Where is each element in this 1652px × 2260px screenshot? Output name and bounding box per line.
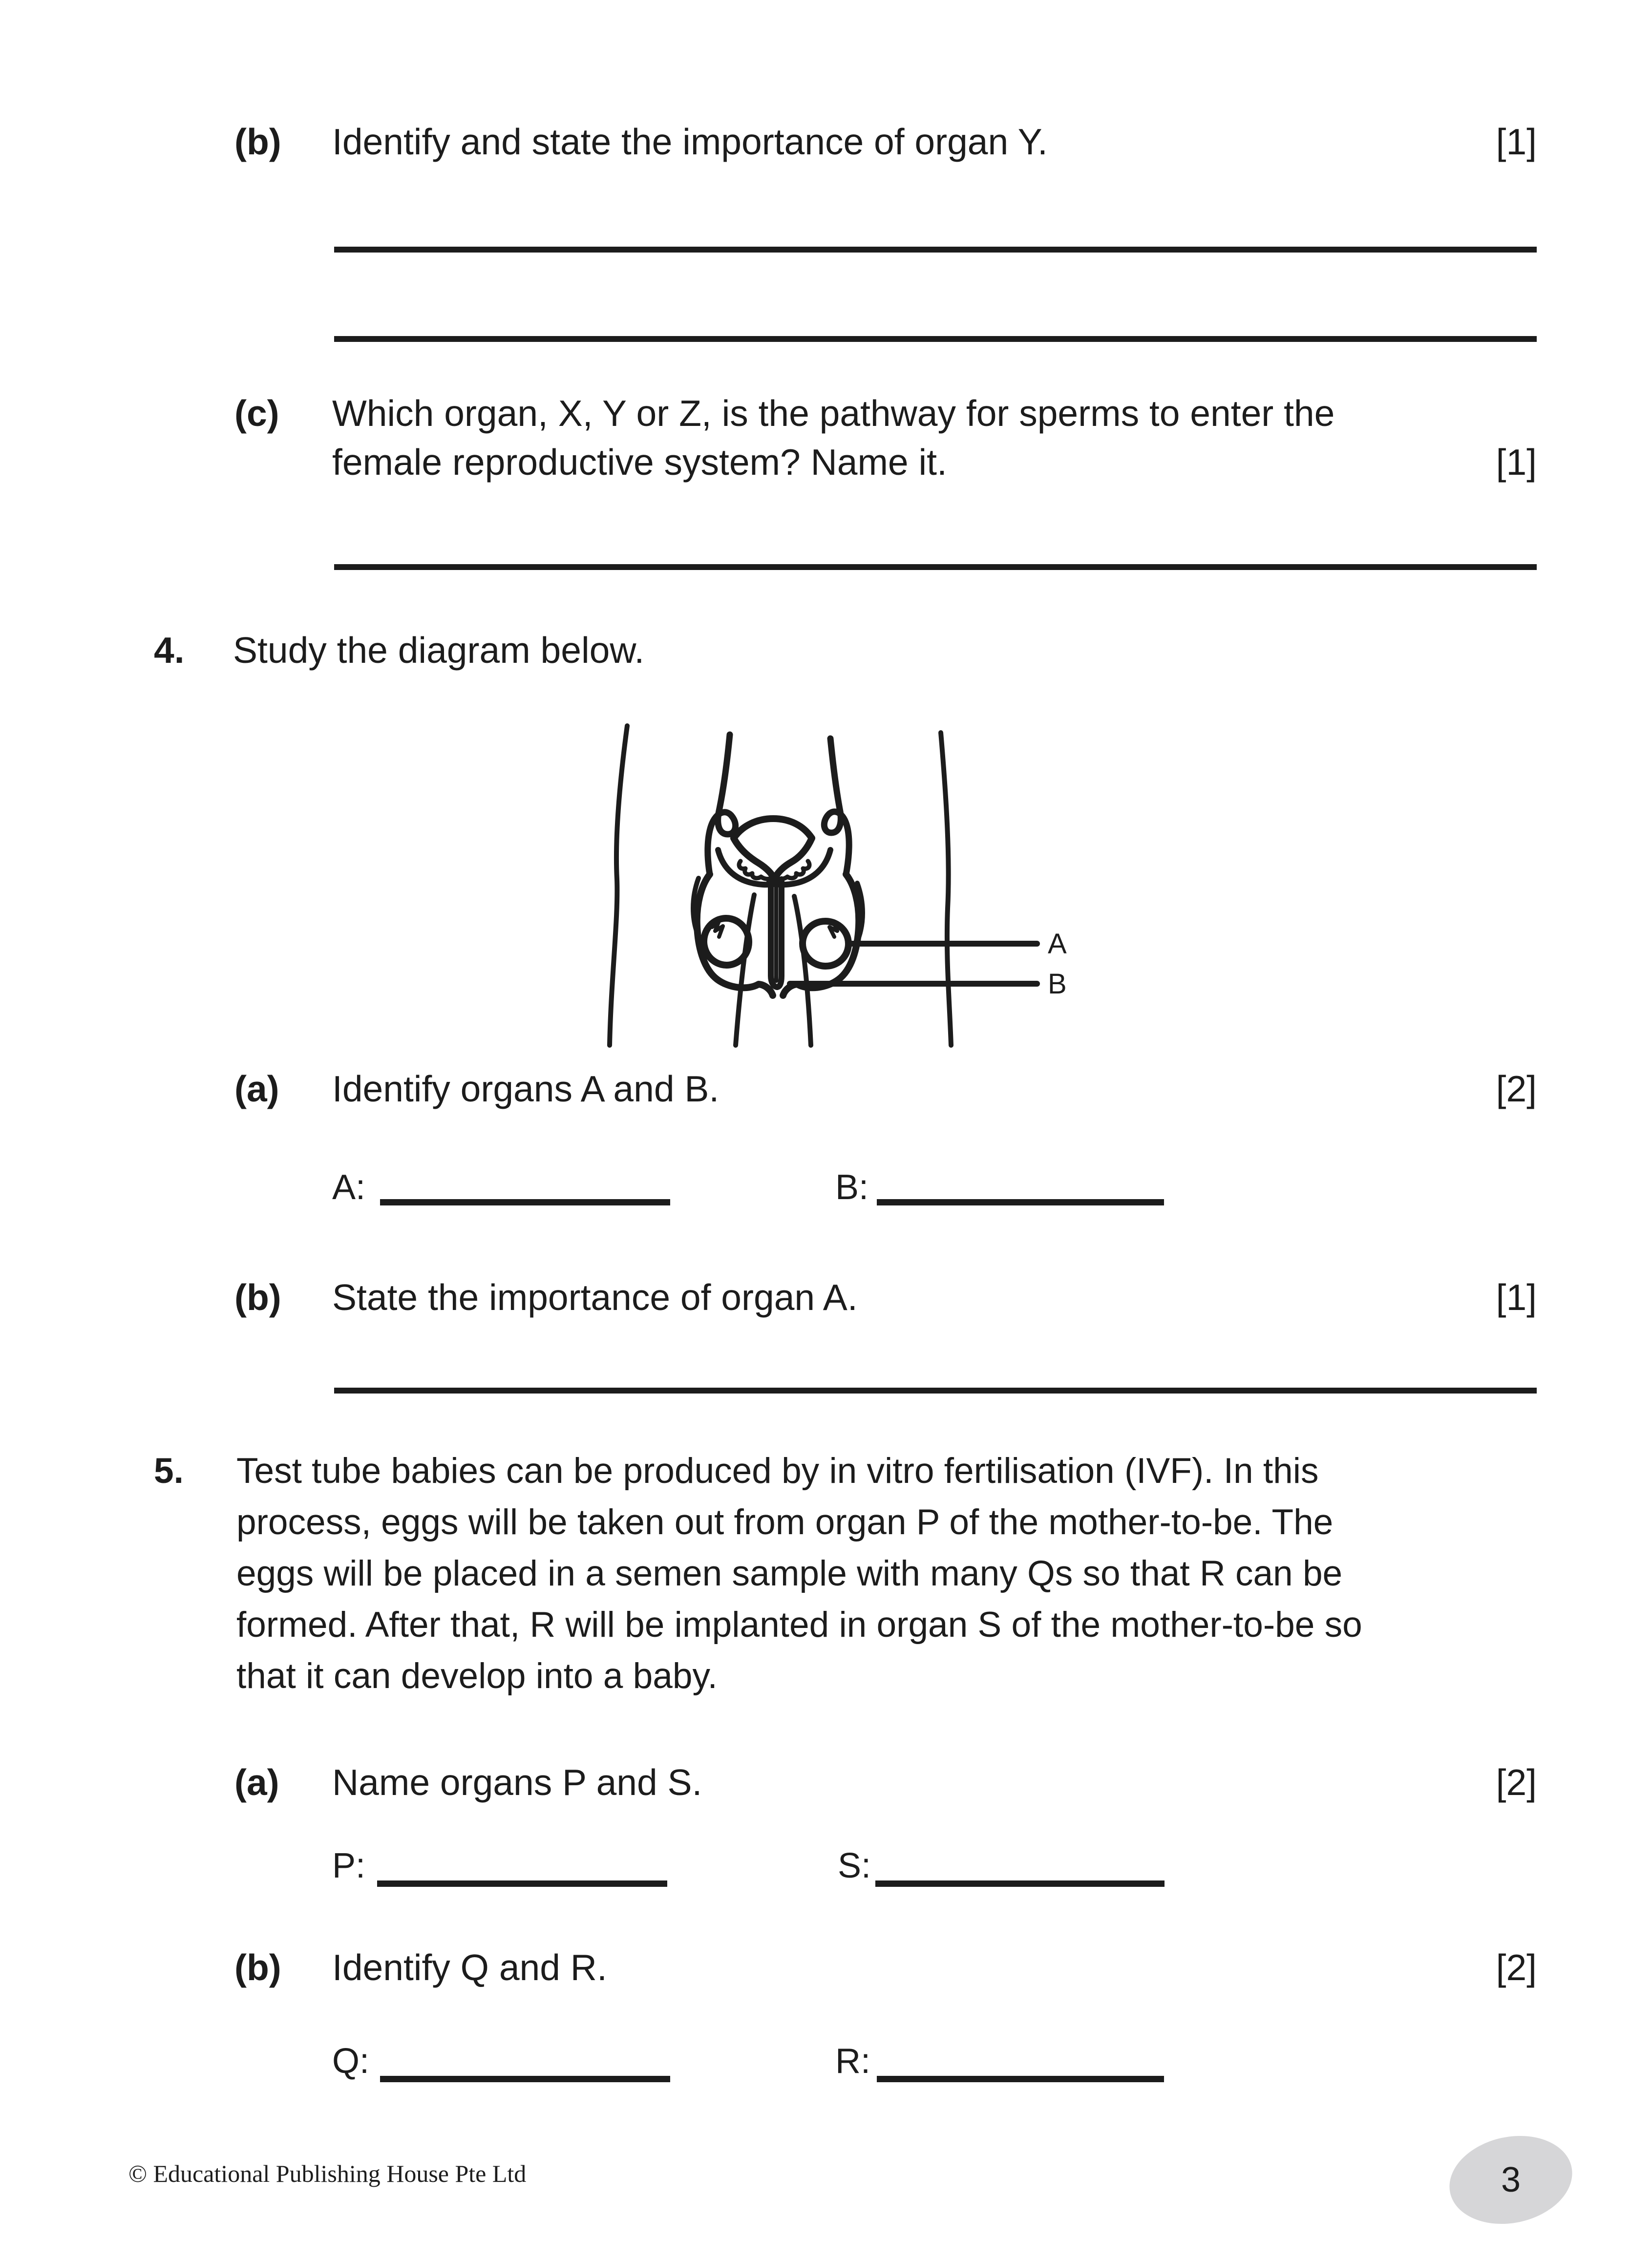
q4-intro: Study the diagram below. xyxy=(233,630,645,671)
field-label-b: B: xyxy=(835,1168,869,1207)
answer-line xyxy=(334,564,1537,570)
testis-right xyxy=(800,918,851,969)
answer-blank-b xyxy=(877,1199,1164,1205)
field-label-s: S: xyxy=(838,1846,871,1885)
q3c-label: (c) xyxy=(234,393,279,434)
q5-paragraph-line: eggs will be placed in a semen sample with many Qs so that R can be xyxy=(236,1554,1343,1593)
body-outline-left xyxy=(610,726,627,1045)
q4-number: 4. xyxy=(154,630,185,671)
q3b-marks: [1] xyxy=(1496,121,1537,162)
q4a-label: (a) xyxy=(234,1068,279,1109)
q5-paragraph-line: Test tube babies can be produced by in vitro fertilisation (IVF). In this xyxy=(236,1451,1319,1491)
q3b-text: Identify and state the importance of organ Y. xyxy=(332,121,1048,162)
body-outline-right xyxy=(941,733,951,1045)
q5-paragraph xyxy=(236,1445,1362,1702)
page-number-badge xyxy=(1441,2125,1580,2235)
q3c-marks: [1] xyxy=(1496,442,1537,483)
field-label-r: R: xyxy=(835,2042,870,2081)
diagram-label-b: B xyxy=(1048,968,1067,1000)
q3c-text-line2: female reproductive system? Name it. xyxy=(332,442,947,483)
q5a-marks: [2] xyxy=(1496,1762,1537,1803)
q4b-marks: [1] xyxy=(1496,1277,1537,1318)
q4a-text: Identify organs A and B. xyxy=(332,1068,720,1109)
q3c-text-line1: Which organ, X, Y or Z, is the pathway for sperms to enter the xyxy=(332,393,1335,434)
answer-blank-q xyxy=(380,2076,670,2082)
q4b-text: State the importance of organ A. xyxy=(332,1277,858,1318)
answer-line xyxy=(334,1388,1537,1394)
field-label-q: Q: xyxy=(332,2042,370,2081)
q5-paragraph-line: process, eggs will be taken out from organ P of the mother-to-be. The xyxy=(236,1502,1334,1542)
q5-number: 5. xyxy=(154,1451,184,1491)
q5-paragraph-line: formed. After that, R will be implanted in organ S of the mother-to-be so xyxy=(236,1605,1362,1645)
page-number: 3 xyxy=(1501,2160,1521,2200)
inner-thigh-left xyxy=(736,895,754,1045)
q4a-marks: [2] xyxy=(1496,1068,1537,1109)
bladder-right-side xyxy=(775,838,812,879)
q5b-marks: [2] xyxy=(1496,1947,1537,1988)
field-label-p: P: xyxy=(332,1846,366,1885)
q5b-text: Identify Q and R. xyxy=(332,1947,607,1988)
male-reproductive-diagram xyxy=(576,708,1094,1050)
answer-blank-s xyxy=(875,1880,1165,1887)
scrotum-left-lobe xyxy=(697,874,773,995)
copyright-notice: © Educational Publishing House Pte Ltd xyxy=(128,2160,527,2187)
answer-blank-r xyxy=(877,2076,1164,2082)
q3b-label: (b) xyxy=(234,121,281,162)
answer-line xyxy=(334,247,1537,253)
q5b-label: (b) xyxy=(234,1947,281,1988)
epididymis-zigzag-left xyxy=(712,921,723,937)
answer-blank-p xyxy=(377,1880,667,1887)
q5a-label: (a) xyxy=(234,1762,279,1803)
field-label-a: A: xyxy=(332,1168,366,1207)
bladder-outline xyxy=(734,819,812,838)
answer-blank-a xyxy=(380,1199,670,1205)
diagram-label-a: A xyxy=(1048,928,1067,960)
inner-thigh-right xyxy=(794,896,811,1045)
answer-line xyxy=(334,336,1537,342)
q5a-text: Name organs P and S. xyxy=(332,1762,702,1803)
q4b-label: (b) xyxy=(234,1277,281,1318)
q5-paragraph-line: that it can develop into a baby. xyxy=(236,1656,718,1696)
